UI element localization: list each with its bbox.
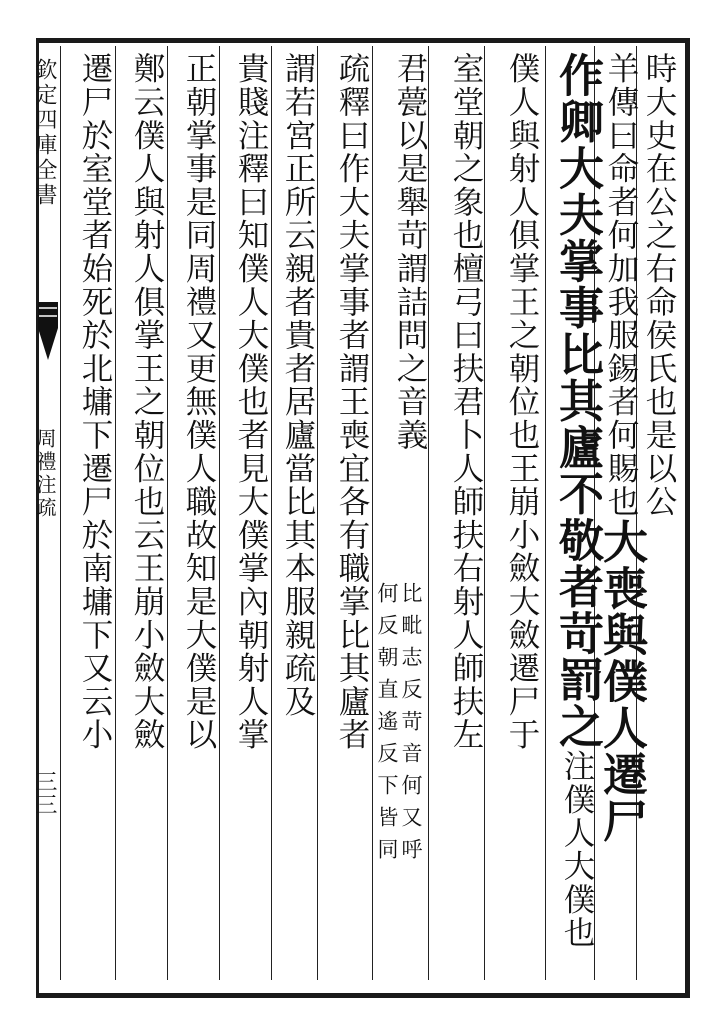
column-text: 鄭云僕人與射人俱掌王之朝位也云王崩小斂大斂 bbox=[129, 52, 165, 752]
column-text-large: 作卿大夫掌事比其廬不敬者苛罰之 bbox=[551, 52, 604, 750]
column-text: 君甍以是舉苛謂詰問之音義 bbox=[392, 52, 428, 452]
annotation-line-right: 比毗志反苛音何又呼 bbox=[399, 582, 423, 870]
text-column bbox=[168, 52, 219, 977]
text-column bbox=[318, 52, 372, 977]
column-text: 室堂朝之象也檀弓曰扶君卜人師扶右射人師扶左 bbox=[448, 52, 484, 752]
column-text: 疏釋曰作大夫掌事者謂王喪宜各有職掌比其廬者 bbox=[334, 52, 370, 752]
column-text: 注僕人大僕也 bbox=[559, 749, 595, 950]
text-column bbox=[541, 52, 604, 977]
column-text: 遷尸於室堂者始死於北墉下遷尸於南墉下又云小 bbox=[77, 52, 113, 752]
text-column bbox=[62, 52, 115, 977]
text-column bbox=[486, 52, 542, 977]
column-text-large: 大喪與僕人遷尸 bbox=[595, 518, 648, 844]
column-text: 正朝掌事是同周禮又更無僕人職故知是大僕是以 bbox=[181, 52, 217, 752]
book-title: 周禮注疏 bbox=[33, 428, 57, 520]
text-column bbox=[430, 52, 486, 977]
column-text: 羊傳曰命者何加我服錫者何賜也 bbox=[603, 52, 639, 519]
page-number: 三三 bbox=[32, 770, 57, 816]
column-text: 貴賤注釋曰知僕人大僕也者見大僕掌內朝射人掌 bbox=[233, 52, 269, 752]
collection-title: 欽定四庫全書 bbox=[32, 58, 57, 208]
text-column bbox=[272, 52, 318, 977]
text-column bbox=[220, 52, 271, 977]
text-column bbox=[374, 52, 430, 592]
column-text: 謂若宮正所云親者貴者居廬當比其本服親疏及 bbox=[280, 52, 316, 718]
column-divider bbox=[372, 46, 373, 980]
text-column bbox=[116, 52, 167, 977]
column-text: 僕人與射人俱掌王之朝位也王崩小斂大斂遷尸于 bbox=[504, 52, 540, 752]
column-text: 時大史在公之右命侯氏也是以公 bbox=[641, 52, 677, 519]
annotation-line-left: 何反朝直遙反下皆同 bbox=[375, 582, 399, 870]
margin-divider bbox=[60, 46, 61, 980]
fish-tail-mark-icon bbox=[36, 300, 60, 362]
